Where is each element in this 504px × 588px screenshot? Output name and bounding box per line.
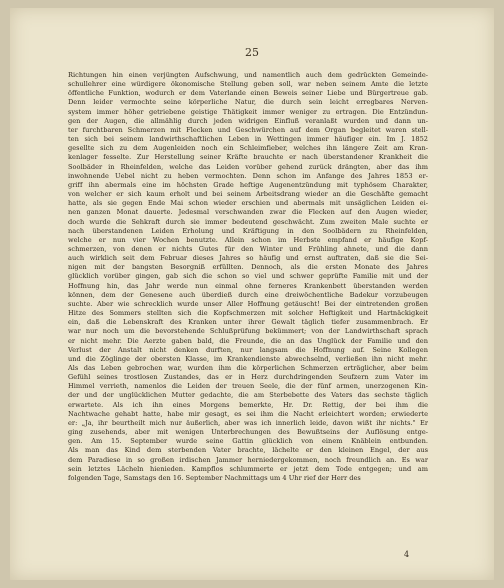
text-line: Himmel verrieth, namenlos die Leiden der treuen Seele, die der fünf armen, unerzogenen Kin- (68, 382, 428, 391)
text-line: folgenden Tage, Samstags den 16. September Nachmittags um 4 Uhr rief der Herr des (68, 473, 361, 482)
text-line: erwartete. Als ich ihn eines Morgens bemerkte, Hr. Dr. Rettig, der bei ihm die (68, 400, 428, 409)
text-line: er nicht mehr. Die Aerzte gaben bald, die Freunde, die an das Unglück der Familie und den (68, 336, 428, 345)
text-line: Verlust der Anstalt nicht denken durften, nur langsam die Hoffnung auf. Seine Kollegen (68, 345, 428, 354)
text-line: gesellte sich zu dem Augenleiden noch ein Schleimfieber, welches ihn längere Zeit am Kran- (68, 144, 428, 153)
document-page (10, 8, 494, 580)
body-text (68, 71, 428, 483)
text-line: können, dem der Genesene auch überdieß durch eine dreiwöchentliche Badekur vorzubeugen (68, 290, 428, 299)
text-line: ein, daß die Lebenskraft des Kranken unter ihrer Gewalt täglich tiefer zusammenbrach. Er (68, 318, 428, 327)
text-line: Als das Leben gebrochen war, wurden ihm die körperlichen Schmerzen erträglicher, aber beim (68, 364, 428, 372)
text-line: hatte, als sie gegen Ende Mai schon wieder erschien und abermals mit unsäglichen Leiden ei- (68, 199, 428, 208)
text-line: und die Zöglinge der obersten Klasse, im Krankendienste abwechselnd, verließen ihn nicht mehr. (68, 354, 428, 363)
text-line: dem Paradiese in so großen irdischen Jammer herniedergekommen, noch freundlich an. Es war (68, 455, 428, 464)
text-line: inwohnende Uebel nicht zu heben vermochten. Denn schon im Anfange des Jahres 1853 er- (68, 171, 428, 180)
text-line: doch wurde die Sehkraft durch sie immer bedeutend geschwächt. Zum zweiten Male suchte er (68, 217, 428, 226)
text-line: kenlager fesselte. Zur Herstellung seiner Kräfte brauchte er nach überstandener Krankheit die (68, 153, 428, 162)
text-line: ter furchtbaren Schmerzen mit Flecken und Geschwürchen auf dem Organ begleitet waren stell- (68, 125, 428, 134)
text-line: Nachtwache gehabt hatte, habe mir gesagt, es sei ihm die Nacht erleichtert worden; erwiederte (68, 409, 428, 418)
text-line: griff ihn abermals eine im höchsten Grade heftige Augenentzündung mit typhösem Charakter, (68, 180, 428, 189)
text-line: Richtungen hin einen verjüngten Aufschwung, und namentlich auch dem gedrückten Gemeinde- (68, 71, 428, 79)
text-line: von welcher er sich kaum erholt und bei seinem Arbeitsdrang wieder an die Geschäfte gemacht (68, 190, 428, 199)
text-line: Als man das Kind dem sterbenden Vater brachte, lächelte er den kleinen Engel, der aus (68, 446, 428, 455)
text-line: nen ganzen Monat dauerte. Jedesmal verschwanden zwar die Flecken auf den Augen wieder, (68, 208, 428, 217)
text-line: schmerzen, von denen er nichts Gutes für den Winter und Frühling ahnete, und die dann (68, 244, 428, 253)
text-line: war nur noch um die bevorstehende Schlußprüfung bekümmert; von der Landwirthschaft sprach (68, 327, 428, 336)
text-line: sein letztes Lächeln hienieden. Kampflos schlummerte er jetzt dem Tode entgegen; und am (68, 464, 428, 473)
text-line: öffentliche Funktion, wodurch er dem Vaterlande einen Beweis seiner Liebe und Bürgertreue gab. (68, 89, 428, 98)
text-line: system immer höher getriebene geistige Thätigkeit immer weniger zu ertragen. Die Entzündun- (68, 107, 428, 116)
text-line: Hoffnung hin, das Jahr werde nun einmal ohne ferneres Krankenbett überstanden werden (68, 281, 428, 290)
text-line: Gefühl seines trostlosen Zustandes, das er in Herz durchdringenden Seufzern zum Vater im (68, 373, 428, 382)
signature-mark: 4 (404, 550, 410, 559)
text-line: Soolbäder in Rheinfelden, welche das Leiden vorüber gehend zurück drängten, aber das ihm (68, 162, 428, 171)
text-line: gen. Am 15. September wurde seine Gattin glücklich von einem Knäblein entbunden. (68, 437, 428, 446)
text-line: der und der unglücklichen Mutter gedachte, die am Sterbebette des Vaters das sechste täglich (68, 391, 428, 400)
text-line: glücklich vorüber gingen, gab sich die schon so viel und schwer geprüfte Familie mit und der (68, 272, 428, 281)
text-line: ten sich bei seinem landwirthschaftlichen Leben in Wettingen immer häufiger ein. Im J. 1852 (68, 135, 428, 144)
page-number: 25 (245, 46, 259, 59)
text-line: welche er nun vier Wochen benutzte. Allein schon im Herbste empfand er häufige Kopf- (68, 235, 428, 244)
text-line: schullehrer eine würdigere ökonomische Stellung geben soll, war neben seinem Amte die letzte (68, 80, 428, 89)
text-line: auch wirklich seit dem Februar dieses Jahres so häufig und ernst auftraten, daß sie die Sei- (68, 254, 428, 263)
text-line: Hitze des Sommers stellten sich die Kopfschmerzen mit solcher Heftigkeit und Hartnäckigkeit (68, 309, 428, 318)
text-line: gen der Augen, die allmählig durch jeden widrigen Einfluß veranlaßt wurden und dann un- (68, 116, 428, 125)
text-line: suchte. Aber wie schrecklich wurde unser Aller Hoffnung getäuscht! Bei der eintretenden großen (68, 299, 428, 308)
text-line: Denn leider vermochte seine körperliche Natur, die durch sein leicht erregbares Nerven- (68, 98, 428, 107)
text-line: er: „Ja, ihr beurtheilt mich nur äußerlich, aber was ich innerlich leide, davon wißt ihr nichts." Er (68, 418, 428, 427)
text-line: nach überstandenen Leiden Erholung und Kräftigung in den Soolbädern zu Rheinfelden, (68, 226, 428, 235)
text-line: nigen mit der bangsten Besorgniß erfüllten. Dennoch, als die ersten Monate des Jahres (68, 263, 428, 272)
text-line: ging zusehends, aber mit wenigen Unterbrechungen des Bewußtseins der Auflösung entge- (68, 428, 428, 437)
